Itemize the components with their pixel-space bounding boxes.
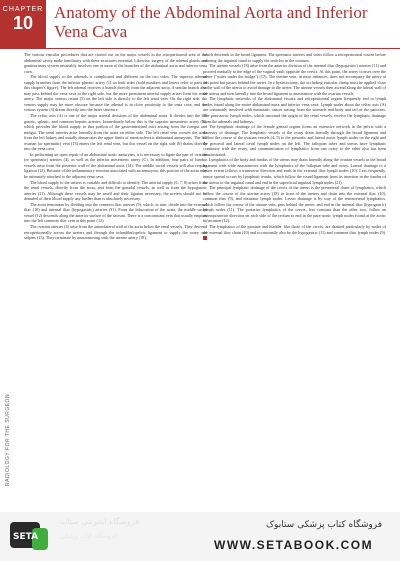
paragraph: In performing an open repair of an abdominal aortic aneurysm, it is necessary to ligate the pair of ovarian (or spermatic) arteries (4), as well as the inferior mesenteric artery (C). In addition, four pairs of lumbar vessels arise from the posterior wall of the abdominal aorta (14). The middle sacral vessels will also require ligation (12). Because of the inflammatory reaction associated with an aneurysm, this portion of the aorta may be intimately attached to the adjacent vena cava. — [24, 151, 207, 180]
paragraph: The blood supply to the ureters is variable and difficult to identify. The arterial supply (6, 7, 8) arises from the renal vessels, directly from the aorta, and from the gonadal vessels, as well as from the hypogastric arteries (11). Although these vessels may be small and their ligation necessary, the ureters should not be denuded of their blood supply any further than is absolutely necessary. — [24, 179, 207, 202]
paragraph: The aorta terminates by dividing into the common iliac arteries (9), which, in turn, divide into the external iliac (10) and internal iliac (hypogastric) arteries (11). From the bifurcation of the aorta, the middle sacral vessel (12) descends along the anterior surface of the sacrum. There is a concomitant vein that usually empties into the left common iliac vein at this point (12). — [24, 201, 207, 224]
paragraph: The ovarian arteries (4) arise from the anterolateral wall of the aorta below the renal vessels. They descend retroperitoneally across the ureters and through the infundibulopelvic ligament to supply the ovary and salpinx (13). They terminate by anastomosing with the uterine artery (18), — [24, 223, 207, 241]
paragraph: The blood supply to the adrenals is complicated and different on the two sides. The superior adrenal supply branches from the inferior phrenic artery (1) on both sides (bold numbers and letters refer to parts of this chapter's figure). The left adrenal receives a branch directly from the adjacent aorta. A similar branch also may pass behind the vena cava to the right side, but the more prominent arterial supply arises from the renal artery. The major venous return (3) on the left side is directly to the left renal vein. On the right side, the venous supply may be more obscure because the adrenal is in close proximity to the vena cava, and the venous system (3) drains directly into the latter structure. — [24, 74, 207, 113]
chapter-badge — [0, 0, 46, 48]
chapter-number: 10 — [12, 13, 34, 33]
paragraph: The uterine vessels (18) arise from the anterior division of the internal iliac (hypogastric) arteries (11) and proceed medially to the edge of the vaginal vault opposite the cervix. At this point, the artery crosses over the ureter ("water under the bridge") (17). The uterine vein, in most instances, does not accompany the artery at this point but passes behind the ureter. In a hysterectomy, the occluding vascular clamp must be applied close to the wall of the uterus to avoid damage to the ureter. The uterine vessels then ascend along the lateral wall of the uterus and turn laterally into the broad ligament to anastomose with the ovarian vessels. — [203, 63, 386, 96]
setabook-logo — [8, 518, 50, 554]
paragraph: The various vascular procedures that are carried out on the major vessels in the retroperitoneal area of the abdominal cavity make familiarity with these structures essential. Likewise, surgery of the adrenal glands and genitourinary system invariably involves one or more of the branches of the abdominal aorta and inferior vena cava. — [24, 52, 207, 74]
side-running-label: RADIOLOGY FOR THE SURGEON — [5, 393, 11, 487]
paragraph: which descends in the broad ligament. The spermatic arteries and veins follow a retroperitoneal course before entering the inguinal canal to supply the testicles in the scrotum. — [203, 52, 386, 63]
paragraph: The principal lymphatic drainage of the cervix of the uterus is the preureteral chain of lymphatics, which follow the course of the uterine artery (18) in front of the ureters and drain into the external iliac (10), common iliac (9), and obturator lymph nodes. Lesser drainage is by way of the retroureteral lymphatics, which follow the course of the uterine vein, pass behind the ureter, and end in the internal iliac (hypogastric) lymph nodes (11). The posterior lymphatics of the cervix, less constant than the other two, follow an anteroposterior direction on each side of the rectum to end in the para-aortic lymph nodes found at the aortic bifurcation (12). — [203, 185, 386, 224]
watermark-text: فروشگاه اینترنتی ستاب — [60, 517, 140, 526]
page-title: Anatomy of the Abdominal Aorta and Inferior Vena Cava — [54, 3, 368, 41]
paragraph-last — [203, 224, 386, 241]
left-column — [24, 52, 207, 241]
logo-text: SETA — [13, 532, 39, 542]
paragraph: The lymphatic drainage of the female genital organs forms an extensive network in the pelvis with a diversity of drainage. The lymphatic vessels of the ovary drain laterally through the broad ligament and follow the course of the ovarian vessels (4, 5) to the preaortic and lateral aortic lymph nodes on the right and the precaval and lateral caval lymph nodes on the left. The fallopian tubes and uterus have lymphatic continuity with the ovary, and communication of lymphatics from one ovary to the other also has been demonstrated. — [203, 124, 386, 157]
store-url-link[interactable]: WWW.SETABOOK.COM — [214, 538, 374, 552]
store-title: فروشگاه کتاب پزشکی ستابوک — [266, 520, 383, 530]
header-divider — [0, 48, 400, 49]
paragraph-text: The lymphatics of the prostate and bladder, like those of the cervix, are drained particularly by nodes of the external iliac chain (10) and occasionally also by the hypogastric (11) and common iliac lymph nodes (9). — [203, 223, 386, 235]
watermark-text-secondary: فروشگاه کتاب پزشکی — [60, 533, 117, 540]
right-column — [203, 52, 386, 241]
end-of-chapter-mark — [203, 236, 207, 240]
chapter-label: CHAPTER — [2, 6, 44, 13]
paragraph: The celiac axis (A) is one of the major arterial divisions of the abdominal aorta. It divides into the left gastric, splenic, and common hepatic arteries. Immediately below this is the superior mesenteric artery (B), which provides the blood supply to that portion of the gastrointestinal tract arising from the foregut and midgut. The renal arteries arise laterally from the aorta on either side. The left renal vein crosses the aorta from the left kidney and usually demarcates the upper limits of arteriosclerotic abdominal aneurysms. The left ovarian (or spermatic) vein (13) enters the left renal vein, but this vessel on the right side (6) drains directly into the vena cava. — [24, 113, 207, 152]
paragraph: Lymphatics of the body and fundus of the uterus may drain laterally along the ovarian vessels in the broad ligament with wide anastomoses with the lymphatics of the fallopian tube and ovary. Lateral drainage to a lesser extent follows a transverse direction and ends in the external iliac lymph nodes (10). Less frequently, tumor spread occurs by lymphatic trunks, which follow the round ligament from its insertion in the fundus of the uterus to the inguinal canal and end in the superficial inguinal lymph nodes (21). — [203, 157, 386, 185]
paragraph: The lymphatic networks of the abdominal viscera and retroperitoneal organs frequently end in lymph nodes found along the entire abdominal aorta and inferior vena cava. Lymph nodes about the celiac axis (A) are commonly involved with metastatic cancer arising from the stomach and body and tail of the pancreas. The para-aortic lymph nodes, which surround the origin of the renal vessels, receive the lymphatic drainage from the adrenals and kidneys. — [203, 96, 386, 124]
